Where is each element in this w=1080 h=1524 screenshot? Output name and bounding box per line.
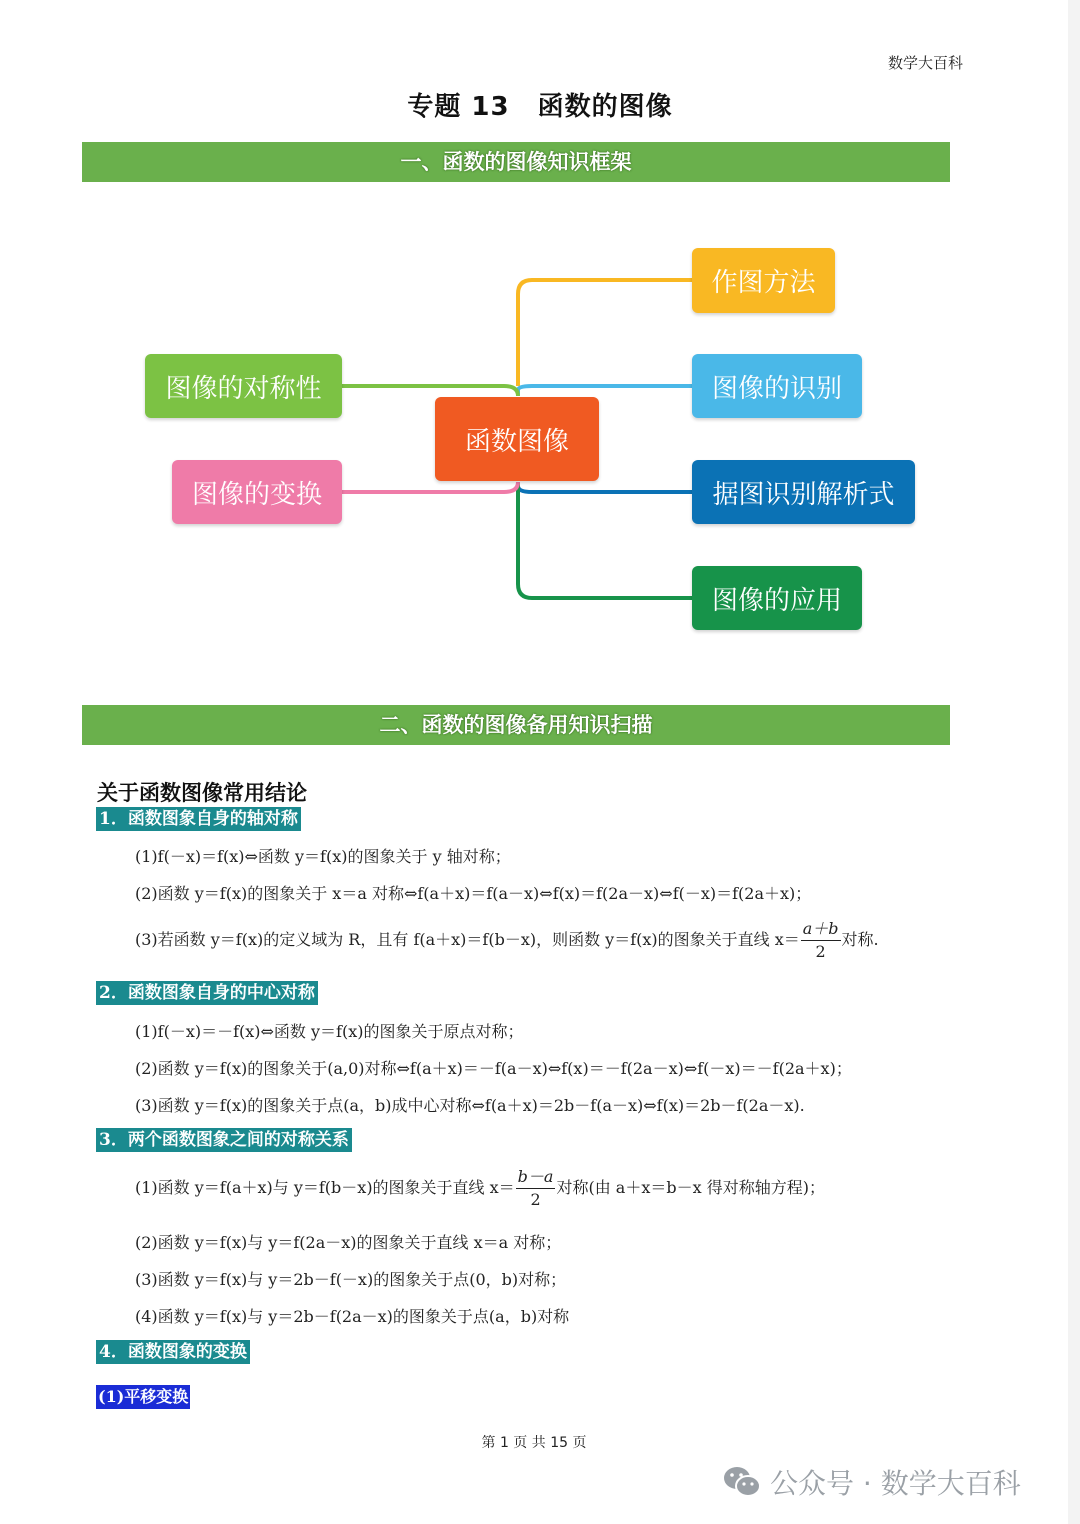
- section-bar-framework: 一、函数的图像知识框架: [82, 142, 950, 182]
- formula-line: (1)f(－x)＝－f(x)⇔函数 y＝f(x)的图象关于原点对称；: [135, 1022, 524, 1041]
- mindmap-node-draw-method: 作图方法: [692, 248, 835, 313]
- watermark: [722, 1462, 1021, 1502]
- formula-line-with-fraction: (3)若函数 y＝f(x)的定义域为 R，且有 f(a＋x)＝f(b－x)，则函数 y＝f(x)的图象关于直线 x＝ $\frac{a+b}{2}$ 对称.: [135, 919, 879, 961]
- page-title: [0, 86, 1080, 123]
- fraction: $\frac{a+b}{2}$: [802, 919, 839, 961]
- formula-line: (3)函数 y＝f(x)的图象关于点(a，b)成中心对称⇔f(a＋x)＝2b－f(a－x)⇔f(x)＝2b－f(2a－x).: [135, 1096, 805, 1115]
- header-brand: 数学大百科: [888, 54, 964, 72]
- formula-line: (2)函数 y＝f(x)的图象关于(a,0)对称⇔f(a＋x)＝－f(a－x)⇔f(x)＝－f(2a－x)⇔f(－x)＝－f(2a＋x)；: [135, 1059, 852, 1078]
- watermark-text: 公众号 · 数学大百科: [770, 1467, 1021, 1500]
- formula-line: (3)函数 y＝f(x)与 y＝2b－f(－x)的图象关于点(0，b)对称；: [135, 1270, 567, 1289]
- page-footer: 第 1 页 共 15 页: [481, 1435, 587, 1451]
- formula-line: (2)函数 y＝f(x)与 y＝f(2a－x)的图象关于直线 x＝a 对称；: [135, 1233, 562, 1252]
- connector-formula: [518, 482, 692, 492]
- formula-line: (4)函数 y＝f(x)与 y＝2b－f(2a－x)的图象关于点(a，b)对称: [135, 1307, 570, 1326]
- intro-heading: 关于函数图像常用结论: [97, 781, 307, 805]
- connector-draw-method: [518, 280, 692, 386]
- mindmap-node-recognition: 图像的识别: [692, 354, 862, 418]
- section-title-graph-transform: 4．函数图象的变换: [96, 1340, 250, 1364]
- section-title-axis-symmetry: 1．函数图象自身的轴对称: [96, 807, 301, 831]
- mindmap-node-formula-from-graph: 据图识别解析式: [692, 460, 915, 524]
- section-bar-knowledge-scan: 二、函数的图像备用知识扫描: [82, 705, 950, 745]
- formula-line: (1)f(－x)＝f(x)⇔函数 y＝f(x)的图象关于 y 轴对称；: [135, 847, 511, 866]
- formula-line: (2)函数 y＝f(x)的图象关于 x＝a 对称⇔f(a＋x)＝f(a－x)⇔f(x)＝f(2a－x)⇔f(－x)＝f(2a＋x)；: [135, 884, 812, 903]
- mindmap-node-transformation: 图像的变换: [172, 460, 342, 524]
- mindmap-node-application: 图像的应用: [692, 566, 862, 630]
- section-title-center-symmetry: 2．函数图象自身的中心对称: [96, 981, 318, 1005]
- title-topic-name: 函数的图像: [537, 92, 673, 122]
- section-title-two-graphs-symmetry: 3．两个函数图象之间的对称关系: [96, 1128, 352, 1152]
- connector-recognition: [518, 386, 692, 396]
- formula-line-with-fraction: (1)函数 y＝f(a＋x)与 y＝f(b－x)的图象关于直线 x＝ $\frac{b-a}{2}$ 对称(由 a＋x＝b－x 得对称轴方程)；: [135, 1167, 825, 1209]
- mindmap-node-symmetry: 图像的对称性: [145, 354, 342, 418]
- title-topic-number: 专题 13: [407, 92, 510, 122]
- wechat-icon: [722, 1465, 762, 1499]
- connector-transformation: [342, 482, 518, 492]
- subsection-translation: (1)平移变换: [96, 1385, 190, 1409]
- connector-application: [518, 482, 692, 598]
- fraction: $\frac{b-a}{2}$: [517, 1167, 554, 1209]
- connector-symmetry: [342, 386, 518, 396]
- mindmap-center-node: 函数图像: [435, 397, 599, 481]
